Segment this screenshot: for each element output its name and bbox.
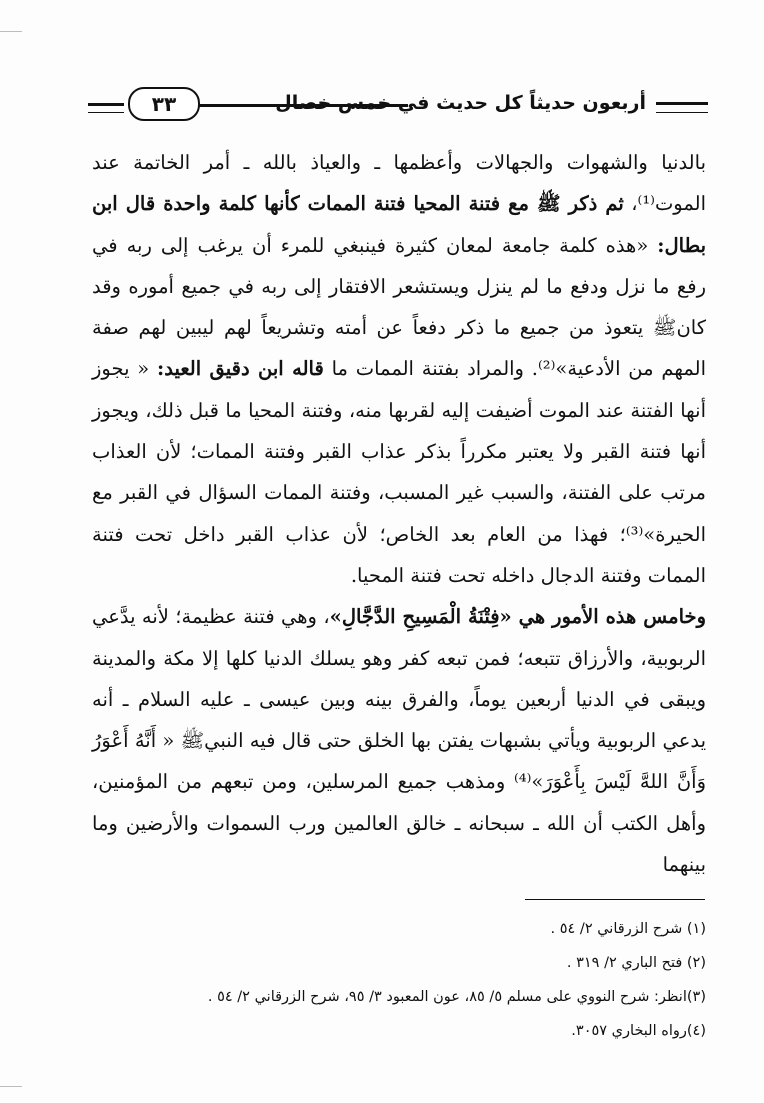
footnote-1: (١) شرح الزرقاني ٢/ ٥٤ . [550, 921, 706, 937]
running-header [88, 84, 708, 124]
header-rule-middle [198, 104, 408, 107]
paragraph-2 [92, 596, 706, 885]
main-text [92, 142, 706, 885]
running-header-title: أربعون حديثاً كل حديث في خمس خصال [275, 92, 646, 114]
paragraph-2-text: ، وهي فتنة عظيمة؛ لأنه يدَّعي الربوبية، والأرزاق تتبعه؛ فمن تبعه كفر وهو يسلك الدنيا كلها إلا مكة والمدينة ويبقى في الدنيا أربعين يوماً، والفرق بينه وبين عيسى ـ عليه السلام ـ أنه يدعي الربوبية ويأتي بشبهات يفتن بها الخلق حتى قال فيه النبيﷺ « أَنَّهُ أَعْوَرُ وَأَنَّ اللهَّ لَيْسَ بِأَعْوَرَ»⁽⁴⁾ ومذهب جميع المرسلين، ومن تبعهم من المؤمنين، وأهل الكتب أن الله ـ سبحانه ـ خالق العالمين ورب السموات والأرضين وما بينهما [92, 605, 706, 877]
footnote-2: (٢) فتح الباري ٢/ ٣١٩ . [566, 955, 706, 971]
header-rule-left [88, 103, 124, 113]
paragraph-1-bold-2: قاله ابن دقيق العيد: [157, 357, 324, 381]
paragraph-1-quote-ibn-battal: «هذه كلمة جامعة لمعان كثيرة فينبغي للمرء أن يرغب إلى ربه في رفع ما نزل ودفع ما لم ينزل ويستشعر الافتقار إلى ربه في جميع أموره وقد كانﷺ يتعوذ من جميع ما ذكر دفعاً عن أمته وتشريعاً لهم ليبين لهم صفة المهم من الأدعية»⁽²⁾. والمراد بفتنة الممات ما [92, 233, 706, 381]
crop-mark-bottom-left [0, 1086, 22, 1087]
paragraph-2-bold: وخامس هذه الأمور هي «فِتْنَةُ الْمَسِيحِ الدَّجَّالِ» [329, 605, 707, 629]
header-rule-right [656, 102, 708, 113]
page-number: ٣٣ [128, 87, 200, 121]
paragraph-1-bold-1: ثم ذكر ﷺ مع فتنة المحيا فتنة الممات كأنها كلمة واحدة قال ابن بطال: [92, 192, 706, 257]
paragraph-1-line-1: بالدنيا والشهوات والجهالات وأعظمها ـ والعياذ بالله ـ أمر الخاتمة عند الموت⁽¹⁾، [92, 151, 707, 216]
footnote-4: (٤)رواه البخاري ٣٠٥٧. [571, 1023, 706, 1039]
paragraph-1 [92, 142, 706, 596]
footnotes [92, 912, 706, 1048]
footnote-3: (٣)انظر: شرح النووي على مسلم ٥/ ٨٥، عون المعبود ٣/ ٩٥، شرح الزرقاني ٢/ ٥٤ . [207, 989, 706, 1005]
paragraph-1-quote-ibn-daqiq: « يجوز أنها الفتنة عند الموت أضيفت إليه لقربها منه، وفتنة المحيا ما قبل ذلك، ويجوز أنها فتنة القبر ولا يعتبر مكرراً بذكر عذاب القبر وفتنة الممات؛ لأن العذاب مرتب على الفتنة، والسبب غير المسبب، وفتنة الممات السؤال في القبر مع الحيرة»⁽³⁾؛ فهذا من العام بعد الخاص؛ لأن عذاب القبر داخل تحت فتنة الممات وفتنة الدجال داخله تحت فتنة المحيا. [92, 357, 706, 587]
crop-mark-top-left [0, 31, 22, 32]
footnote-separator [525, 899, 705, 900]
